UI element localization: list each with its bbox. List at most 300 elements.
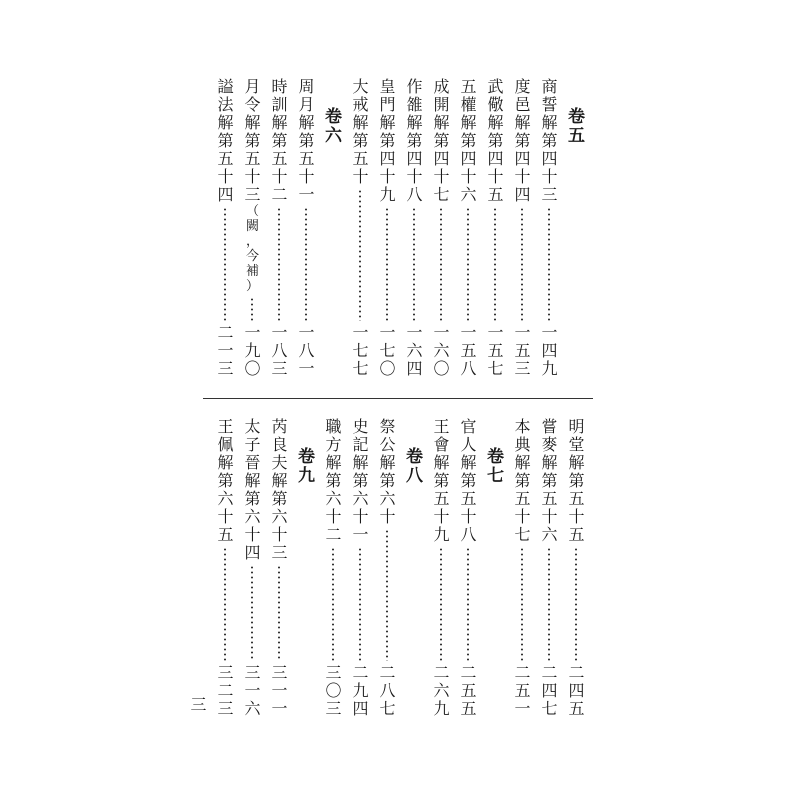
toc-entry-body [244,418,260,718]
title-char: 邑 [514,95,531,114]
dot-leader [278,565,280,661]
volume-heading-text: 卷 五 [568,107,585,146]
toc-entry-body [460,418,476,718]
title-char: 十 [514,507,531,526]
page-char: 二 [217,681,234,700]
entry-page-number [244,324,260,378]
title-char: 解 [352,113,369,132]
page-char: 二 [460,663,477,682]
page-char: 七 [352,341,369,360]
page-char: 三 [244,663,261,682]
dot-leader [494,207,496,321]
note-char: （ [245,204,259,219]
page-char: 一 [271,681,288,700]
toc-entry [266,418,293,718]
page-char: 二 [379,663,396,682]
page-char: 二 [541,663,558,682]
entry-page-number [379,324,395,378]
entry-page-number [244,664,260,718]
dot-leader [386,529,388,661]
title-char: 十 [433,167,450,186]
page-char: 六 [244,699,261,718]
page-char: 五 [514,681,531,700]
title-char: 六 [379,489,396,508]
note-char: 闕 [245,219,259,234]
toc-top-columns [212,78,590,378]
page-char: 一 [298,359,315,378]
title-char: 解 [352,453,369,472]
title-char: 五 [352,149,369,168]
toc-entry-body [244,78,260,378]
title-char: 嘗 [541,417,558,436]
title-char: 第 [460,471,477,490]
page-char: 一 [244,681,261,700]
page-char: 四 [406,359,423,378]
entry-title [379,78,395,204]
title-char: 十 [325,507,342,526]
page-char: 三 [271,663,288,682]
title-char: 皇 [379,77,396,96]
entry-title [433,418,449,544]
page-char: 〇 [379,359,396,378]
title-char: 第 [244,489,261,508]
page-char: 三 [514,359,531,378]
title-char: 第 [217,471,234,490]
page-char: 一 [379,323,396,342]
title-char: 解 [433,453,450,472]
title-char: 九 [433,525,450,544]
dot-leader [332,547,334,661]
dot-leader [359,547,361,661]
toc-entry [239,418,266,718]
entry-page-number [217,324,233,378]
volume-heading [320,78,347,378]
toc-entry-body [217,418,233,718]
page-char: 九 [433,699,450,718]
page-char: 七 [379,699,396,718]
entry-title [460,78,476,204]
entry-title [217,78,233,204]
toc-entry [482,78,509,378]
toc-bottom-columns [212,418,590,718]
page-char: 二 [217,323,234,342]
toc-entry [320,418,347,718]
title-char: 十 [541,167,558,186]
page-char: 七 [487,359,504,378]
entry-title [352,78,368,186]
title-char: 四 [514,149,531,168]
entry-title [298,78,314,204]
title-char: 六 [325,489,342,508]
entry-title [541,78,557,204]
page-char: 〇 [325,681,342,700]
volume-heading-text: 卷 九 [298,447,315,486]
dot-leader [251,297,253,321]
title-char: 良 [271,435,288,454]
page-char: 一 [298,323,315,342]
title-char: 夫 [271,453,288,472]
page-char: 三 [325,663,342,682]
title-char: 第 [460,131,477,150]
entry-page-number [460,324,476,378]
title-char: 王 [217,417,234,436]
title-char: 十 [460,167,477,186]
page-char: 二 [352,663,369,682]
title-char: 堂 [568,435,585,454]
title-char: 解 [271,471,288,490]
title-char: 解 [379,453,396,472]
toc-entry [428,418,455,718]
entry-page-number [379,664,395,718]
toc-entry-body [352,418,368,718]
title-char: 十 [352,507,369,526]
title-char: 十 [217,507,234,526]
title-char: 七 [433,185,450,204]
entry-title [244,78,260,204]
title-char: 子 [244,435,261,454]
page-char: 七 [379,341,396,360]
page-char: 四 [541,681,558,700]
toc-entry-body [487,78,503,378]
page-char: 七 [541,699,558,718]
page-char: 五 [460,681,477,700]
page-char: 五 [460,341,477,360]
title-char: 解 [460,113,477,132]
title-char: 第 [298,131,315,150]
toc-entry-body [352,78,368,378]
toc-entry [536,78,563,378]
title-char: 商 [541,77,558,96]
title-char: 第 [352,131,369,150]
page-char: 九 [541,359,558,378]
entry-title [325,418,341,544]
page-char: 一 [217,341,234,360]
page-char: 九 [352,681,369,700]
toc-entry-body [406,78,422,378]
title-char: 第 [514,131,531,150]
title-char: 五 [460,77,477,96]
entry-title [487,78,503,204]
toc-entry [374,418,401,718]
entry-page-number [298,324,314,378]
entry-page-number [541,664,557,718]
title-char: 人 [460,435,477,454]
title-char: 解 [514,113,531,132]
title-char: 官 [460,417,477,436]
title-char: 第 [514,471,531,490]
title-char: 作 [406,77,423,96]
volume-heading [293,418,320,718]
title-char: 九 [379,185,396,204]
title-char: 周 [298,77,315,96]
title-char: 戒 [352,95,369,114]
title-char: 會 [433,435,450,454]
entry-title [514,418,530,544]
title-char: 三 [271,543,288,562]
title-char: 本 [514,417,531,436]
dot-leader [305,207,307,321]
toc-entry [347,418,374,718]
toc-entry [293,78,320,378]
title-char: 第 [271,489,288,508]
toc-entry-body [271,418,287,718]
toc-bottom-section [205,418,590,718]
title-char: 五 [217,525,234,544]
title-char: 二 [271,185,288,204]
page-char: 四 [568,681,585,700]
title-char: 時 [271,77,288,96]
toc-entry-body [541,418,557,718]
dot-leader [521,547,523,661]
toc-entry [455,78,482,378]
title-char: 五 [271,149,288,168]
title-char: 解 [541,113,558,132]
title-char: 六 [271,507,288,526]
title-char: 解 [406,113,423,132]
title-char: 麥 [541,435,558,454]
title-char: 祭 [379,417,396,436]
title-char: 十 [244,525,261,544]
title-char: 儆 [487,95,504,114]
dot-leader [440,547,442,661]
entry-title [514,78,530,204]
title-char: 解 [487,113,504,132]
entry-page-number [568,664,584,718]
title-char: 武 [487,77,504,96]
title-char: 五 [514,489,531,508]
title-char: 解 [379,113,396,132]
dot-leader [224,547,226,661]
page-char: 四 [352,699,369,718]
entry-page-number [541,324,557,378]
title-char: 解 [460,453,477,472]
dot-leader [413,207,415,321]
title-char: 職 [325,417,342,436]
title-char: 第 [406,131,423,150]
toc-entry-body [271,78,287,378]
title-char: 十 [271,525,288,544]
title-char: 四 [541,149,558,168]
page-char: 二 [433,663,450,682]
page-char: 五 [487,341,504,360]
entry-note [246,204,259,294]
entry-page-number [433,324,449,378]
entry-page-number [352,664,368,718]
entry-page-number [271,664,287,718]
page-char: 八 [379,681,396,700]
title-char: 六 [217,489,234,508]
page-char: 四 [541,341,558,360]
title-char: 法 [217,95,234,114]
volume-heading [563,78,590,378]
title-char: 王 [433,417,450,436]
dot-leader [548,547,550,661]
title-char: 解 [217,113,234,132]
title-char: 解 [298,113,315,132]
page-char: 二 [568,663,585,682]
title-char: 第 [433,471,450,490]
page-char: 三 [217,663,234,682]
page-folio: 三 [188,696,207,712]
toc-entry-body [433,78,449,378]
page-char: 八 [271,341,288,360]
title-char: 明 [568,417,585,436]
entry-page-number [514,664,530,718]
toc-entry [428,78,455,378]
title-char: 十 [244,167,261,186]
dot-leader [467,207,469,321]
volume-heading-text: 卷 六 [325,107,342,146]
title-char: 公 [379,435,396,454]
title-char: 十 [379,507,396,526]
entry-title [217,418,233,544]
entry-title [460,418,476,544]
page-char: 一 [541,323,558,342]
dot-leader [224,207,226,321]
page-char: 一 [487,323,504,342]
page-char: 二 [514,663,531,682]
dot-leader [359,189,361,321]
toc-entry [347,78,374,378]
title-char: 記 [352,435,369,454]
volume-heading-text: 卷 八 [406,447,423,486]
entry-page-number [406,324,422,378]
title-char: 五 [568,525,585,544]
title-char: 四 [379,149,396,168]
title-char: 第 [379,131,396,150]
dot-leader [251,565,253,661]
page-char: 七 [352,359,369,378]
title-char: 太 [244,417,261,436]
title-char: 十 [487,167,504,186]
dot-leader [440,207,442,321]
title-char: 六 [460,185,477,204]
title-char: 第 [568,471,585,490]
title-char: 四 [487,149,504,168]
volume-heading-text: 卷 七 [487,447,504,486]
title-char: 五 [433,489,450,508]
note-char: 補 [245,264,259,279]
toc-entry [455,418,482,718]
page-char: 一 [514,323,531,342]
page-char: 三 [217,359,234,378]
page-char: 五 [514,341,531,360]
title-char: 方 [325,435,342,454]
toc-entry [401,78,428,378]
page-char: 八 [460,359,477,378]
dot-leader [575,547,577,661]
title-char: 第 [379,471,396,490]
title-char: 十 [514,167,531,186]
title-char: 一 [352,525,369,544]
title-char: 開 [433,95,450,114]
entry-page-number [217,664,233,718]
page-char: 五 [568,699,585,718]
page-char: 一 [433,323,450,342]
entry-page-number [514,324,530,378]
title-char: 第 [541,471,558,490]
title-char: 五 [460,489,477,508]
entry-page-number [433,664,449,718]
page-char: 六 [406,341,423,360]
title-char: 七 [514,525,531,544]
page-char: 三 [325,699,342,718]
entry-page-number [487,324,503,378]
page-char: 六 [433,681,450,700]
toc-entry-body [379,418,395,718]
title-char: 十 [379,167,396,186]
title-char: 四 [460,149,477,168]
page-char: 五 [460,699,477,718]
toc-entry-body [514,78,530,378]
toc-entry-body [541,78,557,378]
toc-entry-body [325,418,341,718]
title-char: 四 [406,149,423,168]
title-char: 典 [514,435,531,454]
title-char: 第 [271,131,288,150]
dot-leader [386,207,388,321]
title-char: 三 [244,185,261,204]
toc-entry-body [298,78,314,378]
volume-heading [482,418,509,718]
toc-entry [212,418,239,718]
title-char: 誓 [541,95,558,114]
entry-title [271,78,287,204]
title-char: 五 [298,149,315,168]
title-char: 八 [460,525,477,544]
title-char: 六 [352,489,369,508]
title-char: 解 [514,453,531,472]
entry-title [244,418,260,562]
page-char: 六 [433,341,450,360]
entry-title [568,418,584,544]
note-char: ， [245,234,259,249]
toc-entry-body [514,418,530,718]
title-char: 八 [406,185,423,204]
title-char: 解 [541,453,558,472]
title-char: 謚 [217,77,234,96]
title-char: 十 [433,507,450,526]
title-char: 令 [244,95,261,114]
page-char: 八 [298,341,315,360]
title-char: 成 [433,77,450,96]
title-char: 十 [568,507,585,526]
title-char: 月 [298,95,315,114]
toc-entry [239,78,266,378]
title-char: 十 [298,167,315,186]
title-char: 十 [460,507,477,526]
toc-entry [536,418,563,718]
title-char: 五 [244,149,261,168]
toc-entry-body [460,78,476,378]
toc-entry-body [568,418,584,718]
title-char: 解 [568,453,585,472]
dot-leader [548,207,550,321]
page-char: 一 [271,323,288,342]
title-char: 佩 [217,435,234,454]
entry-page-number [271,324,287,378]
entry-title [541,418,557,544]
note-char: 今 [245,249,259,264]
title-char: 四 [433,149,450,168]
title-char: 雒 [406,95,423,114]
title-char: 第 [352,471,369,490]
title-char: 三 [541,185,558,204]
entry-title [271,418,287,562]
page-char: 一 [244,323,261,342]
page-char: 一 [460,323,477,342]
title-char: 五 [217,149,234,168]
